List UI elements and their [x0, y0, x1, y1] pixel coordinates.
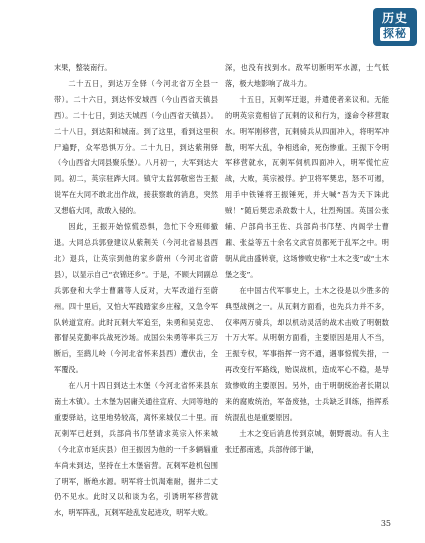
paragraph: 在八月十四日到达土木堡（今河北省怀来县东南土木镇）。土木堡为居庸关通往宣府、大同等地的重要驿站，这里地势较高，离怀来城仅二十里。而瓦剌军已赶到，兵部尚书邝埜请求英宗入怀来城（今北京市延庆县）但王振因为他的一千多辆辎重车尚未到达，坚持在土木堡宿营。瓦剌军趁机包围了明军，断绝水源。明军将士饥渴难耐，掘井二丈仍不见水。此时又以和谈为名，引诱明军移营就水，明军阵乱，瓦剌军趁乱发起进攻，明军大败。	[54, 381, 218, 518]
section-badge	[373, 8, 417, 46]
badge-title: 历史	[381, 11, 408, 25]
page-number: 35	[380, 519, 391, 528]
right-text-column	[225, 60, 389, 458]
badge-subtitle: 探秘	[380, 27, 410, 41]
paragraph: 末果，整装南行。	[54, 63, 112, 72]
paragraph: 土木之变后消息传到京城，朝野震动。有人主张迁都南逃，兵部侍郎于谦，	[225, 428, 389, 454]
paragraph: 因此，王振开始惊慌恐惧，急忙下令班师撤退。大同总兵郭登建议从紫荆关（今河北省易县西北）退兵，让英宗到他的家乡蔚州（今河北省蔚县），以显示自己“衣锦还乡”。于是，不顾大同副总兵郭登和大学士曹鼐等人反对，大军改道行至蔚州。四十里后，又怕大军践踏家乡庄稼，又急令军队转道宣府。此时瓦剌大军追至，朱勇和吴克忠、都督吴克勤率兵战死沙场。成国公朱勇等率兵三万断后，至鹞儿岭（今河北省怀来县西）遭伏击，全军覆没。	[54, 222, 218, 375]
paragraph: 十五日，瓦剌军迂退，并遣使者来议和。无能的明英宗竟相信了瓦剌的议和行为，遂命令移营取水。明军刚移营，瓦剌骑兵从四面冲入，将明军冲散，明军大乱，争相逃命，死伤惨重。王振下令明军移营就水，瓦剌军伺机四面冲入，明军慌忙应战，大败，英宗被俘。护卫将军樊忠，怒不可遏，用手中铁锤将王振锤死，并大喊“吾为天下诛此贼！”随后樊忠杀敌数十人，壮烈殉国。英国公张辅、户部尚书王佐、兵部尚书邝埜、内阁学士曹鼐、张益等五十余名文武官员都死于乱军之中。明朝从此由盛转衰，这场惨败史称“土木之变”或“土木堡之变”。	[225, 94, 389, 279]
paragraph: 二十五日，到达万全驿（今河北省万全县一带）。二十六日，到达怀安城西（今山西省天镇县西）。二十七日，到达天城西（今山西省天镇县）。二十八日，到达阳和城南。到了这里，看到这里积尸遍野，众军恐惧万分。二十九日，到达紫荆驿（今山西省大同县聚乐堡）。八月初一，大军到达大同。初二，英宗驻跸大同。镇守太监郭敬密告王振说军在大同不敢北出作战，接获察敢的消息，突然又想临大同，敌敢入侵的。	[54, 78, 218, 216]
paragraph: 深，也没有找到水。敌军切断明军水源，士气低落，极大地影响了战斗力。	[225, 63, 389, 88]
paragraph: 在中国古代军事史上，土木之役是以少胜多的典型战例之一。从瓦剌方面看，也先兵力并不多，仅率两万骑兵，却以机动灵活的战术击败了明朝数十万大军。从明朝方面看，主要原因是用人不当，王振专权，军事指挥一窍不通，遇事惊慌失措，一再改变行军路线，贻误战机，造成军心不稳，是导致惨败的主要原因。另外，由于明朝统治者长期以来的腐败统治，军备废弛，士兵缺乏训练，指挥系统混乱也是重要原因。	[225, 285, 389, 422]
left-text-column	[54, 60, 218, 521]
